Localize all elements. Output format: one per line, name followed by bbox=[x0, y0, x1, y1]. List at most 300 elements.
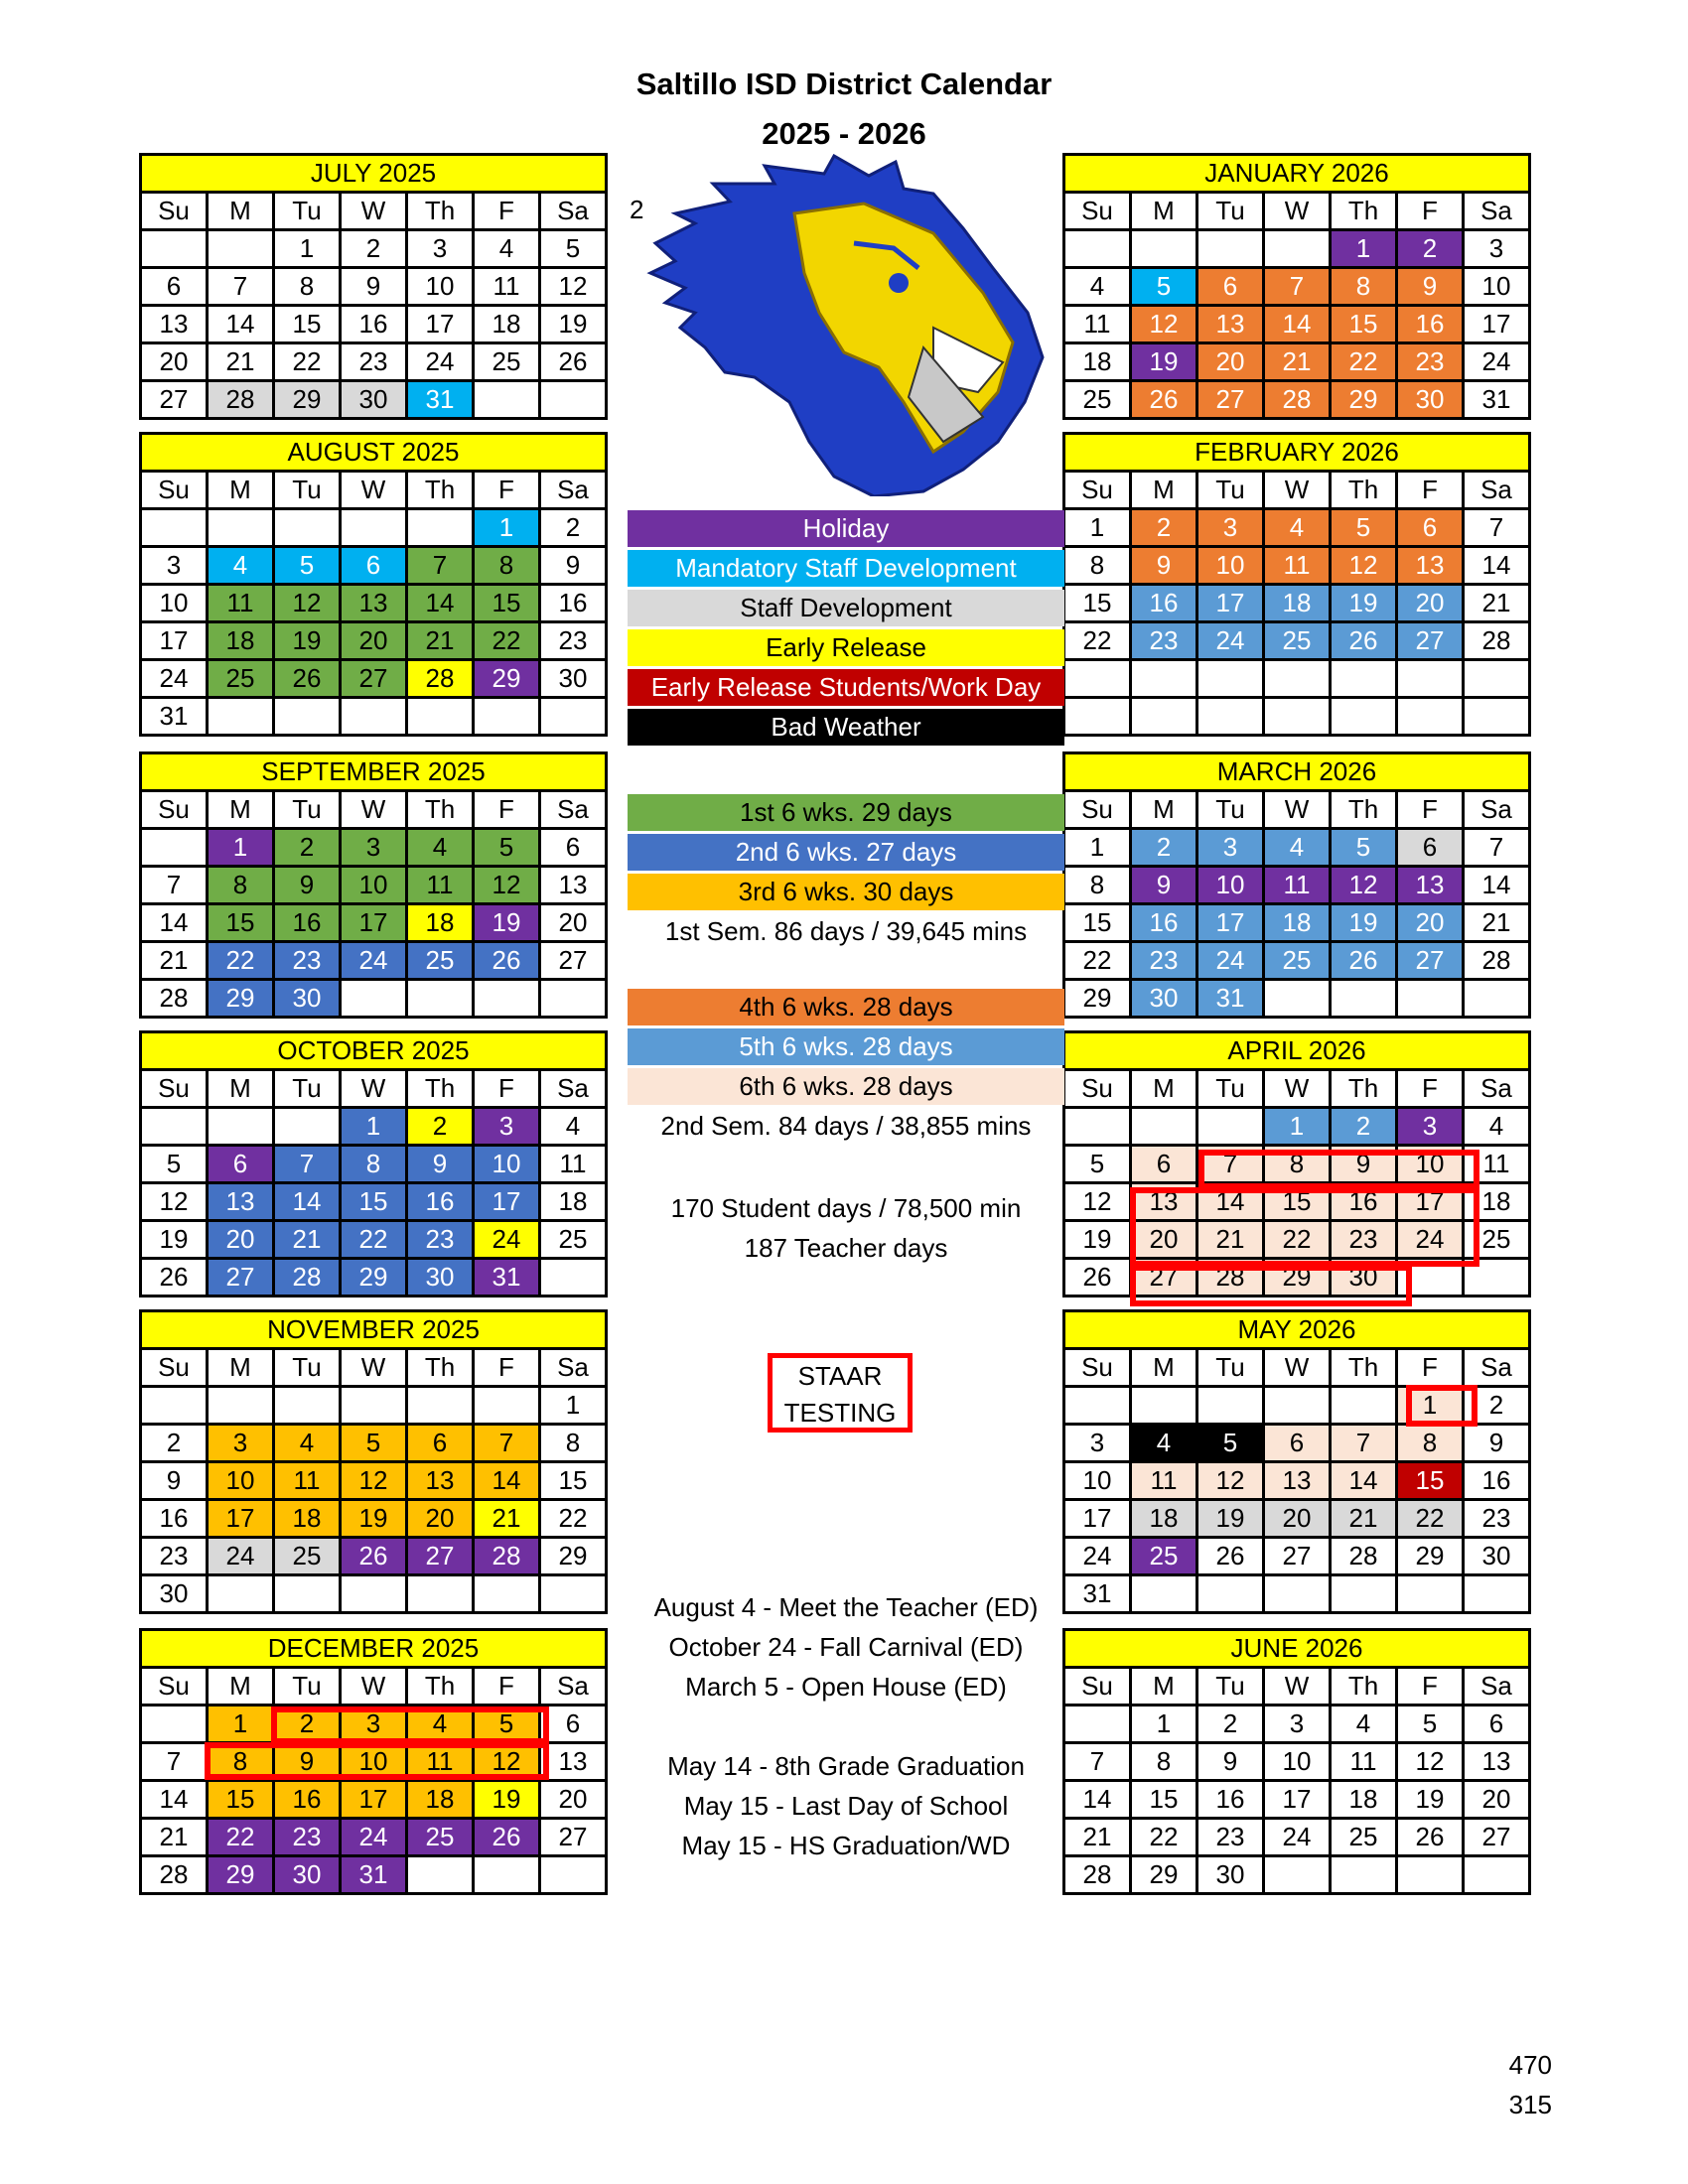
month-name: FEBRUARY 2026 bbox=[1064, 434, 1530, 472]
day-header: F bbox=[1397, 193, 1464, 230]
day-cell: 4 bbox=[1264, 509, 1331, 547]
day-cell: 16 bbox=[1131, 904, 1197, 942]
day-cell: 13 bbox=[341, 585, 407, 622]
day-header: Th bbox=[407, 791, 474, 829]
day-cell: 19 bbox=[474, 1781, 540, 1819]
day-cell: 30 bbox=[407, 1259, 474, 1297]
day-cell: 22 bbox=[1131, 1819, 1197, 1856]
day-cell: 7 bbox=[1464, 509, 1530, 547]
day-cell bbox=[1131, 1387, 1197, 1425]
day-cell bbox=[1464, 698, 1530, 736]
day-header: Tu bbox=[274, 791, 341, 829]
day-cell: 16 bbox=[274, 904, 341, 942]
day-cell: 26 bbox=[1064, 1259, 1131, 1297]
day-cell: 26 bbox=[274, 660, 341, 698]
day-header: Tu bbox=[274, 1070, 341, 1108]
day-cell: 29 bbox=[1131, 1856, 1197, 1894]
day-cell: 6 bbox=[1264, 1425, 1331, 1462]
day-cell: 12 bbox=[1197, 1462, 1264, 1500]
day-header: Sa bbox=[540, 791, 607, 829]
day-header: Su bbox=[1064, 791, 1131, 829]
day-cell: 15 bbox=[1397, 1462, 1464, 1500]
day-cell: 12 bbox=[141, 1183, 208, 1221]
day-cell: 22 bbox=[1064, 942, 1131, 980]
day-cell: 4 bbox=[1264, 829, 1331, 867]
day-cell: 3 bbox=[208, 1425, 274, 1462]
day-header: M bbox=[1131, 1668, 1197, 1706]
day-header: Tu bbox=[274, 472, 341, 509]
day-cell: 15 bbox=[274, 306, 341, 343]
day-cell: 29 bbox=[208, 980, 274, 1018]
day-cell: 20 bbox=[1131, 1221, 1197, 1259]
event-item: May 15 - HS Graduation/WD bbox=[681, 1831, 1011, 1860]
day-cell: 1 bbox=[1397, 1387, 1464, 1425]
grading-period: 4th 6 wks. 28 days bbox=[628, 989, 1064, 1025]
day-cell: 10 bbox=[1264, 1743, 1331, 1781]
day-cell: 4 bbox=[1464, 1108, 1530, 1146]
day-cell: 4 bbox=[274, 1425, 341, 1462]
day-cell: 10 bbox=[1464, 268, 1530, 306]
day-header: W bbox=[341, 193, 407, 230]
day-header: Th bbox=[407, 472, 474, 509]
day-cell bbox=[141, 829, 208, 867]
day-cell: 4 bbox=[1331, 1706, 1397, 1743]
day-cell bbox=[407, 1387, 474, 1425]
day-cell: 29 bbox=[474, 660, 540, 698]
day-cell: 8 bbox=[1064, 547, 1131, 585]
day-cell: 13 bbox=[1464, 1743, 1530, 1781]
day-cell: 5 bbox=[1131, 268, 1197, 306]
day-cell: 10 bbox=[407, 268, 474, 306]
day-cell bbox=[1064, 1706, 1131, 1743]
day-cell: 23 bbox=[274, 1819, 341, 1856]
day-cell: 23 bbox=[1197, 1819, 1264, 1856]
day-cell: 25 bbox=[1264, 942, 1331, 980]
day-cell: 16 bbox=[407, 1183, 474, 1221]
day-header: Su bbox=[141, 1070, 208, 1108]
day-cell: 13 bbox=[1397, 547, 1464, 585]
month-name: JANUARY 2026 bbox=[1064, 155, 1530, 193]
day-cell: 9 bbox=[1464, 1425, 1530, 1462]
day-cell: 11 bbox=[407, 1743, 474, 1781]
day-cell: 13 bbox=[1397, 867, 1464, 904]
month-table bbox=[139, 1309, 608, 1614]
day-cell: 3 bbox=[1464, 230, 1530, 268]
day-cell bbox=[1331, 660, 1397, 698]
day-cell: 2 bbox=[1464, 1387, 1530, 1425]
day-cell: 21 bbox=[474, 1500, 540, 1538]
grading-period: 6th 6 wks. 28 days bbox=[628, 1068, 1064, 1105]
day-cell: 3 bbox=[1197, 829, 1264, 867]
day-cell bbox=[208, 230, 274, 268]
day-cell bbox=[274, 509, 341, 547]
day-cell: 13 bbox=[1131, 1183, 1197, 1221]
day-cell: 31 bbox=[141, 698, 208, 736]
footer-number-1: 470 bbox=[1508, 2050, 1552, 2080]
day-header: Th bbox=[1331, 1349, 1397, 1387]
day-cell: 12 bbox=[1331, 547, 1397, 585]
event-item: March 5 - Open House (ED) bbox=[685, 1672, 1007, 1702]
day-cell: 26 bbox=[474, 942, 540, 980]
day-cell: 9 bbox=[341, 268, 407, 306]
day-cell bbox=[1331, 980, 1397, 1018]
month-name: JULY 2025 bbox=[141, 155, 607, 193]
day-cell: 15 bbox=[1264, 1183, 1331, 1221]
day-cell: 13 bbox=[141, 306, 208, 343]
day-header: M bbox=[1131, 1349, 1197, 1387]
teacher-days-total: 187 Teacher days bbox=[744, 1233, 948, 1263]
staar-line1: STAAR bbox=[797, 1361, 883, 1391]
student-days-total: 170 Student days / 78,500 min bbox=[670, 1193, 1022, 1223]
day-cell bbox=[540, 1259, 607, 1297]
day-cell bbox=[540, 698, 607, 736]
legend-item: Early Release bbox=[628, 629, 1064, 666]
day-cell: 19 bbox=[1331, 585, 1397, 622]
day-cell: 9 bbox=[141, 1462, 208, 1500]
day-cell: 23 bbox=[1131, 622, 1197, 660]
day-cell bbox=[474, 1856, 540, 1894]
day-header: Sa bbox=[1464, 193, 1530, 230]
day-cell: 18 bbox=[407, 904, 474, 942]
day-cell bbox=[407, 1575, 474, 1613]
day-cell: 8 bbox=[274, 268, 341, 306]
day-header: W bbox=[1264, 472, 1331, 509]
day-cell: 30 bbox=[341, 381, 407, 419]
day-cell: 13 bbox=[540, 867, 607, 904]
staar-testing-key bbox=[768, 1353, 913, 1433]
day-cell: 22 bbox=[474, 622, 540, 660]
day-header: Tu bbox=[274, 1668, 341, 1706]
day-cell bbox=[1331, 1575, 1397, 1613]
day-cell bbox=[341, 698, 407, 736]
day-header: M bbox=[208, 193, 274, 230]
day-cell: 5 bbox=[1197, 1425, 1264, 1462]
day-cell: 25 bbox=[1131, 1538, 1197, 1575]
day-header: F bbox=[474, 1349, 540, 1387]
day-header: Sa bbox=[1464, 791, 1530, 829]
day-cell: 22 bbox=[540, 1500, 607, 1538]
day-cell: 22 bbox=[1264, 1221, 1331, 1259]
day-cell bbox=[474, 698, 540, 736]
day-header: Tu bbox=[1197, 1349, 1264, 1387]
day-cell: 7 bbox=[141, 867, 208, 904]
day-cell: 3 bbox=[407, 230, 474, 268]
day-cell: 21 bbox=[1197, 1221, 1264, 1259]
day-cell: 22 bbox=[1397, 1500, 1464, 1538]
day-cell bbox=[1264, 980, 1331, 1018]
day-cell: 20 bbox=[141, 343, 208, 381]
legend-item: Bad Weather bbox=[628, 709, 1064, 746]
day-cell bbox=[141, 1387, 208, 1425]
day-cell: 8 bbox=[208, 867, 274, 904]
day-cell: 29 bbox=[1264, 1259, 1331, 1297]
day-cell: 13 bbox=[540, 1743, 607, 1781]
day-cell: 16 bbox=[1131, 585, 1197, 622]
day-cell: 5 bbox=[1331, 829, 1397, 867]
day-cell: 19 bbox=[341, 1500, 407, 1538]
day-cell: 14 bbox=[1197, 1183, 1264, 1221]
day-cell: 30 bbox=[1464, 1538, 1530, 1575]
day-cell: 27 bbox=[1197, 381, 1264, 419]
day-header: Su bbox=[141, 1349, 208, 1387]
day-cell: 7 bbox=[1264, 268, 1331, 306]
day-cell bbox=[1197, 1387, 1264, 1425]
day-cell: 26 bbox=[474, 1819, 540, 1856]
day-cell: 30 bbox=[1131, 980, 1197, 1018]
day-cell: 12 bbox=[1064, 1183, 1131, 1221]
day-cell: 11 bbox=[474, 268, 540, 306]
day-cell: 28 bbox=[1197, 1259, 1264, 1297]
day-cell: 12 bbox=[341, 1462, 407, 1500]
day-cell: 19 bbox=[141, 1221, 208, 1259]
day-cell: 16 bbox=[274, 1781, 341, 1819]
day-cell: 2 bbox=[1197, 1706, 1264, 1743]
day-cell: 5 bbox=[341, 1425, 407, 1462]
day-cell: 4 bbox=[1131, 1425, 1197, 1462]
day-header: Th bbox=[407, 1070, 474, 1108]
day-cell: 6 bbox=[208, 1146, 274, 1183]
day-cell: 19 bbox=[1331, 904, 1397, 942]
day-cell: 24 bbox=[1397, 1221, 1464, 1259]
page-subtitle: 2025 - 2026 bbox=[762, 116, 926, 151]
day-cell bbox=[1464, 1259, 1530, 1297]
day-cell: 8 bbox=[341, 1146, 407, 1183]
day-cell bbox=[1264, 1575, 1331, 1613]
day-cell: 23 bbox=[1131, 942, 1197, 980]
day-cell bbox=[1197, 660, 1264, 698]
day-cell: 15 bbox=[208, 904, 274, 942]
day-cell bbox=[1131, 230, 1197, 268]
day-header: Su bbox=[141, 193, 208, 230]
day-cell: 13 bbox=[1264, 1462, 1331, 1500]
day-cell: 3 bbox=[1397, 1108, 1464, 1146]
day-cell bbox=[1264, 1387, 1331, 1425]
day-cell bbox=[407, 509, 474, 547]
day-cell: 17 bbox=[407, 306, 474, 343]
day-cell: 28 bbox=[474, 1538, 540, 1575]
day-cell: 23 bbox=[540, 622, 607, 660]
day-cell bbox=[208, 1575, 274, 1613]
day-cell bbox=[341, 509, 407, 547]
day-cell: 4 bbox=[540, 1108, 607, 1146]
day-cell bbox=[1064, 698, 1131, 736]
day-cell: 27 bbox=[208, 1259, 274, 1297]
day-cell: 12 bbox=[1131, 306, 1197, 343]
day-cell bbox=[540, 1856, 607, 1894]
day-header: Th bbox=[407, 193, 474, 230]
month-table bbox=[139, 153, 608, 420]
day-cell: 14 bbox=[208, 306, 274, 343]
day-cell: 20 bbox=[540, 1781, 607, 1819]
day-cell: 29 bbox=[540, 1538, 607, 1575]
day-cell: 11 bbox=[1264, 547, 1331, 585]
day-cell: 27 bbox=[407, 1538, 474, 1575]
day-cell: 6 bbox=[1197, 268, 1264, 306]
day-cell: 3 bbox=[474, 1108, 540, 1146]
day-cell: 22 bbox=[1064, 622, 1131, 660]
day-cell: 18 bbox=[274, 1500, 341, 1538]
legend-item: Early Release Students/Work Day bbox=[628, 669, 1064, 706]
day-cell: 1 bbox=[341, 1108, 407, 1146]
day-cell: 21 bbox=[208, 343, 274, 381]
day-cell: 2 bbox=[1131, 829, 1197, 867]
day-cell: 16 bbox=[141, 1500, 208, 1538]
event-item: October 24 - Fall Carnival (ED) bbox=[668, 1632, 1024, 1662]
grading-period: 5th 6 wks. 28 days bbox=[628, 1028, 1064, 1065]
day-header: W bbox=[341, 1070, 407, 1108]
day-cell: 18 bbox=[407, 1781, 474, 1819]
day-header: W bbox=[341, 472, 407, 509]
day-cell bbox=[540, 1575, 607, 1613]
day-cell: 24 bbox=[1197, 622, 1264, 660]
day-cell: 6 bbox=[1397, 509, 1464, 547]
day-cell: 6 bbox=[341, 547, 407, 585]
grading-period: 2nd 6 wks. 27 days bbox=[628, 834, 1064, 871]
day-cell: 8 bbox=[1331, 268, 1397, 306]
day-cell: 7 bbox=[1064, 1743, 1131, 1781]
day-header: Tu bbox=[1197, 193, 1264, 230]
day-cell: 16 bbox=[1331, 1183, 1397, 1221]
month-table bbox=[139, 432, 608, 737]
grading-period: 3rd 6 wks. 30 days bbox=[628, 874, 1064, 910]
day-cell: 10 bbox=[141, 585, 208, 622]
day-header: M bbox=[1131, 472, 1197, 509]
day-cell: 14 bbox=[474, 1462, 540, 1500]
day-cell: 15 bbox=[540, 1462, 607, 1500]
day-cell: 5 bbox=[141, 1146, 208, 1183]
day-cell: 25 bbox=[407, 1819, 474, 1856]
day-cell bbox=[1197, 698, 1264, 736]
day-header: Su bbox=[1064, 1070, 1131, 1108]
day-cell: 11 bbox=[540, 1146, 607, 1183]
day-cell: 24 bbox=[1464, 343, 1530, 381]
day-cell: 18 bbox=[1464, 1183, 1530, 1221]
day-cell: 19 bbox=[1397, 1781, 1464, 1819]
day-cell: 6 bbox=[1397, 829, 1464, 867]
day-cell: 8 bbox=[1397, 1425, 1464, 1462]
day-cell: 7 bbox=[1331, 1425, 1397, 1462]
day-cell: 13 bbox=[208, 1183, 274, 1221]
day-cell: 4 bbox=[407, 829, 474, 867]
day-cell bbox=[141, 230, 208, 268]
day-cell: 15 bbox=[208, 1781, 274, 1819]
day-cell bbox=[474, 1387, 540, 1425]
day-cell: 8 bbox=[1131, 1743, 1197, 1781]
day-cell: 27 bbox=[1464, 1819, 1530, 1856]
grading-period: 2nd Sem. 84 days / 38,855 mins bbox=[660, 1111, 1032, 1141]
day-cell: 11 bbox=[1064, 306, 1131, 343]
day-header: W bbox=[341, 1349, 407, 1387]
day-cell: 3 bbox=[1264, 1706, 1331, 1743]
day-cell: 17 bbox=[1197, 585, 1264, 622]
month-name: AUGUST 2025 bbox=[141, 434, 607, 472]
legend-item: Staff Development bbox=[628, 590, 1064, 626]
day-cell bbox=[474, 381, 540, 419]
day-header: Su bbox=[141, 472, 208, 509]
day-cell: 29 bbox=[274, 381, 341, 419]
day-cell: 1 bbox=[1331, 230, 1397, 268]
day-cell: 1 bbox=[1064, 509, 1131, 547]
day-header: Th bbox=[407, 1349, 474, 1387]
day-cell bbox=[141, 1108, 208, 1146]
day-cell: 19 bbox=[474, 904, 540, 942]
day-header: Sa bbox=[540, 1668, 607, 1706]
day-cell bbox=[1464, 660, 1530, 698]
day-cell: 28 bbox=[141, 1856, 208, 1894]
day-cell: 5 bbox=[540, 230, 607, 268]
day-cell: 8 bbox=[208, 1743, 274, 1781]
day-cell: 24 bbox=[141, 660, 208, 698]
staar-line2: TESTING bbox=[783, 1398, 897, 1428]
day-cell: 23 bbox=[1331, 1221, 1397, 1259]
day-cell: 15 bbox=[474, 585, 540, 622]
day-cell: 10 bbox=[341, 867, 407, 904]
event-item: May 14 - 8th Grade Graduation bbox=[667, 1751, 1025, 1781]
day-cell bbox=[1331, 1856, 1397, 1894]
day-header: Sa bbox=[1464, 472, 1530, 509]
day-cell: 3 bbox=[341, 1706, 407, 1743]
day-cell: 23 bbox=[341, 343, 407, 381]
month-table bbox=[1062, 153, 1531, 420]
day-cell bbox=[141, 1706, 208, 1743]
day-cell: 7 bbox=[1464, 829, 1530, 867]
day-cell bbox=[274, 1387, 341, 1425]
day-cell: 29 bbox=[1064, 980, 1131, 1018]
day-cell: 12 bbox=[474, 867, 540, 904]
day-cell: 8 bbox=[1264, 1146, 1331, 1183]
day-cell: 15 bbox=[1131, 1781, 1197, 1819]
day-cell bbox=[1131, 660, 1197, 698]
day-cell: 20 bbox=[407, 1500, 474, 1538]
day-cell: 16 bbox=[1464, 1462, 1530, 1500]
day-cell: 31 bbox=[474, 1259, 540, 1297]
day-cell bbox=[1397, 660, 1464, 698]
day-header: F bbox=[1397, 472, 1464, 509]
lion-mascot-logo bbox=[635, 154, 1053, 496]
day-cell: 5 bbox=[474, 829, 540, 867]
day-cell: 10 bbox=[474, 1146, 540, 1183]
footer-number-2: 315 bbox=[1508, 2090, 1552, 2119]
day-cell: 28 bbox=[1464, 942, 1530, 980]
day-cell: 28 bbox=[1264, 381, 1331, 419]
day-cell: 2 bbox=[274, 829, 341, 867]
day-cell: 12 bbox=[1331, 867, 1397, 904]
day-cell: 1 bbox=[208, 829, 274, 867]
day-cell: 27 bbox=[141, 381, 208, 419]
day-cell: 14 bbox=[1264, 306, 1331, 343]
day-cell: 26 bbox=[1197, 1538, 1264, 1575]
day-cell: 2 bbox=[141, 1425, 208, 1462]
day-cell: 18 bbox=[1331, 1781, 1397, 1819]
day-cell: 13 bbox=[407, 1462, 474, 1500]
day-cell: 20 bbox=[341, 622, 407, 660]
day-cell bbox=[1197, 230, 1264, 268]
month-name: DECEMBER 2025 bbox=[141, 1630, 607, 1668]
day-cell: 24 bbox=[341, 942, 407, 980]
day-cell: 10 bbox=[1064, 1462, 1131, 1500]
day-cell: 25 bbox=[208, 660, 274, 698]
day-cell bbox=[1397, 1259, 1464, 1297]
day-header: F bbox=[474, 791, 540, 829]
grading-period: 1st 6 wks. 29 days bbox=[628, 794, 1064, 831]
day-cell: 17 bbox=[341, 1781, 407, 1819]
day-cell: 4 bbox=[1064, 268, 1131, 306]
day-cell: 22 bbox=[341, 1221, 407, 1259]
day-cell bbox=[208, 698, 274, 736]
day-cell bbox=[540, 381, 607, 419]
day-cell: 18 bbox=[208, 622, 274, 660]
day-header: Th bbox=[1331, 1070, 1397, 1108]
